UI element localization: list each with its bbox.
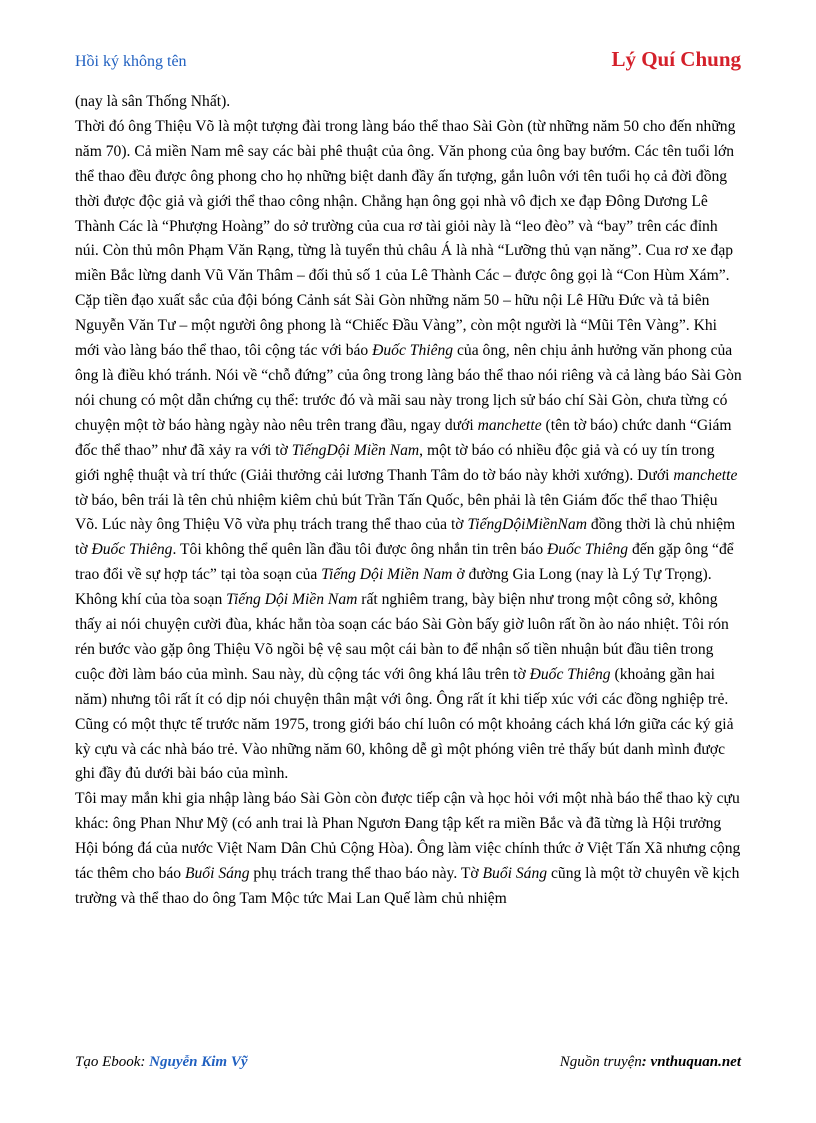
document-title: Hồi ký không tên — [75, 53, 187, 70]
italic-text-run: Đuốc Thiêng — [547, 541, 629, 559]
text-run: đến gặp ông “để trao đổi về sự hợp tác” tại tòa soạn của — [75, 541, 734, 584]
italic-text-run: Đuốc Thiêng — [529, 665, 611, 683]
ebook-label: Tạo Ebook — [75, 1054, 141, 1070]
page-header — [75, 47, 741, 77]
italic-text-run: manchette — [673, 466, 738, 484]
text-run: (khoảng gần hai năm) nhưng tôi rất ít có dịp nói chuyện thân mật với ông. Ông rất ít khi tiếp xúc với các đồng nghiệp trẻ. Cũng có một thực tế trước năm 1975, trong giới báo chí luôn có một khoảng cách khá lớn giữa các ký giả kỳ cựu và các nhà báo trẻ. Vào những năm 60, không dễ gì một phóng viên trẻ thấy bút danh mình được ghi đầy đủ dưới bài báo của mình. — [75, 665, 734, 783]
source-label: Nguồn truyện — [559, 1054, 642, 1070]
text-run: rất nghiêm trang, bày biện như trong một công sở, không thấy ai nói chuyện cười đùa, khác hẳn tòa soạn các báo Sài Gòn bấy giờ luôn rất ồn ào náo nhiệt. Tôi rón rén bước vào gặp ông Thiệu Võ ngồi bệ vệ sau một cái bàn to để nhận số tiền nhuận bút đầu tiên trong cuộc đời làm báo của mình. Sau này, dù cộng tác với ông khá lâu trên tờ — [75, 591, 729, 683]
source-credit — [560, 1054, 741, 1071]
italic-text-run: TiếngDộiMiềnNam — [467, 516, 587, 534]
italic-text-run: Buổi Sáng — [184, 865, 250, 883]
text-run: tờ báo, bên trái là tên chủ nhiệm kiêm chủ bút Trần Tấn Quốc, bên phải là tên Giám đốc thể thao Thiệu Võ. Lúc này ông Thiệu Võ vừa phụ trách trang thể thao của tờ — [75, 491, 718, 534]
paragraph-3 — [75, 787, 742, 912]
ebook-credit — [75, 1054, 248, 1071]
italic-text-run: Tiếng Dội Miền Nam — [321, 566, 453, 584]
text-run: (tên tờ báo) chức danh “Giám đốc thể thao” như đã xảy ra với tờ — [75, 416, 732, 459]
paragraph-2 — [75, 115, 742, 787]
paragraph-1: (nay là sân Thống Nhất). — [75, 93, 231, 110]
author-name: Lý Quí Chung — [611, 47, 741, 71]
italic-text-run: TiếngDội Miền Nam — [291, 441, 420, 459]
text-run: cũng là một tờ chuyên về kịch trường và thể thao do ông Tam Mộc tức Mai Lan Quế làm chủ nhiệm — [75, 865, 740, 907]
text-run: đồng thời là chủ nhiệm tờ — [75, 516, 736, 559]
italic-text-run: Đuốc Thiêng — [372, 342, 454, 360]
source-separator: : — [641, 1054, 651, 1070]
source-site: vnthuquan.net — [650, 1054, 741, 1070]
text-run: Tôi may mắn khi gia nhập làng báo Sài Gòn còn được tiếp cận và học hỏi với một nhà báo thể thao kỳ cựu khác: ông Phan Như Mỹ (có anh trai là Phan Ngươn Đang tập kết ra miền Bắc và đã từng là Hội trưởng Hội bóng đá của nước Việt Nam Dân Chủ Cộng Hòa). Ông làm việc chính thức ở Việt Tấn Xã nhưng cộng tác thêm cho báo — [75, 790, 741, 883]
italic-text-run: Buổi Sáng — [482, 865, 548, 883]
ebook-separator: : — [140, 1054, 150, 1070]
text-run: của ông, nên chịu ảnh hưởng văn phong của ông là điều khó tránh. Nói về “chỗ đứng” của ông trong làng báo thể thao nói riêng và cả làng báo Sài Gòn nói chung có một dẫn chứng cụ thể: trước đó và mãi sau này trong lịch sử báo chí Sài Gòn, chưa từng có chuyện một tờ báo hàng ngày nào nêu trên trang đầu, ngay dưới — [75, 342, 742, 434]
italic-text-run: Tiếng Dội Miền Nam — [226, 591, 358, 609]
page-content — [75, 90, 742, 912]
italic-text-run: Đuốc Thiêng — [91, 541, 173, 559]
text-run: ở đường Gia Long (nay là Lý Tự Trọng). Không khí của tòa soạn — [75, 566, 712, 609]
text-run: . Tôi không thể quên lần đầu tôi được ông nhắn tin trên báo — [172, 541, 548, 559]
italic-text-run: manchette — [477, 416, 542, 434]
text-run: , một tờ báo có nhiều độc giả và có uy tín trong giới nghệ thuật và trí thức (Giải thưởng cải lương Thanh Tâm do tờ báo này khởi xướng). Dưới — [75, 441, 715, 484]
text-run: phụ trách trang thể thao báo này. Tờ — [249, 865, 483, 883]
text-run: Thời đó ông Thiệu Võ là một tượng đài trong làng báo thể thao Sài Gòn (từ những năm 50 cho đến những năm 70). Cả miền Nam mê say các bài phê thuật của ông. Văn phong của ông bay bướm. Các tên tuổi lớn thể thao đều được ông phong cho họ những biệt danh đầy ấn tượng, gắn luôn với tên tuổi họ cả đời đồng thời được độc giả và giới thể thao công nhận. Chẳng hạn ông gọi nhà vô địch xe đạp Đông Dương Lê Thành Các là “Phượng Hoàng” do sở trường của cua rơ tài giỏi này là “leo đèo” và “bay” trên các đỉnh núi. Còn thủ môn Phạm Văn Rạng, từng là tuyển thủ châu Á là nhà “Lưỡng thủ vạn năng”. Cua rơ xe đạp miền Bắc lừng danh Vũ Văn Thâm – đối thủ số 1 của Lê Thành Các – được ông gọi là “Con Hùm Xám”. Cặp tiền đạo xuất sắc của đội bóng Cảnh sát Sài Gòn những năm 50 – hữu nội Lê Hữu Đức và tả biên Nguyễn Văn Tư – một người ông phong là “Chiếc Đầu Vàng”, còn một người là “Mũi Tên Vàng”. Khi mới vào làng báo thể thao, tôi cộng tác với báo — [75, 117, 736, 360]
ebook-creator: Nguyễn Kim Vỹ — [149, 1054, 248, 1070]
